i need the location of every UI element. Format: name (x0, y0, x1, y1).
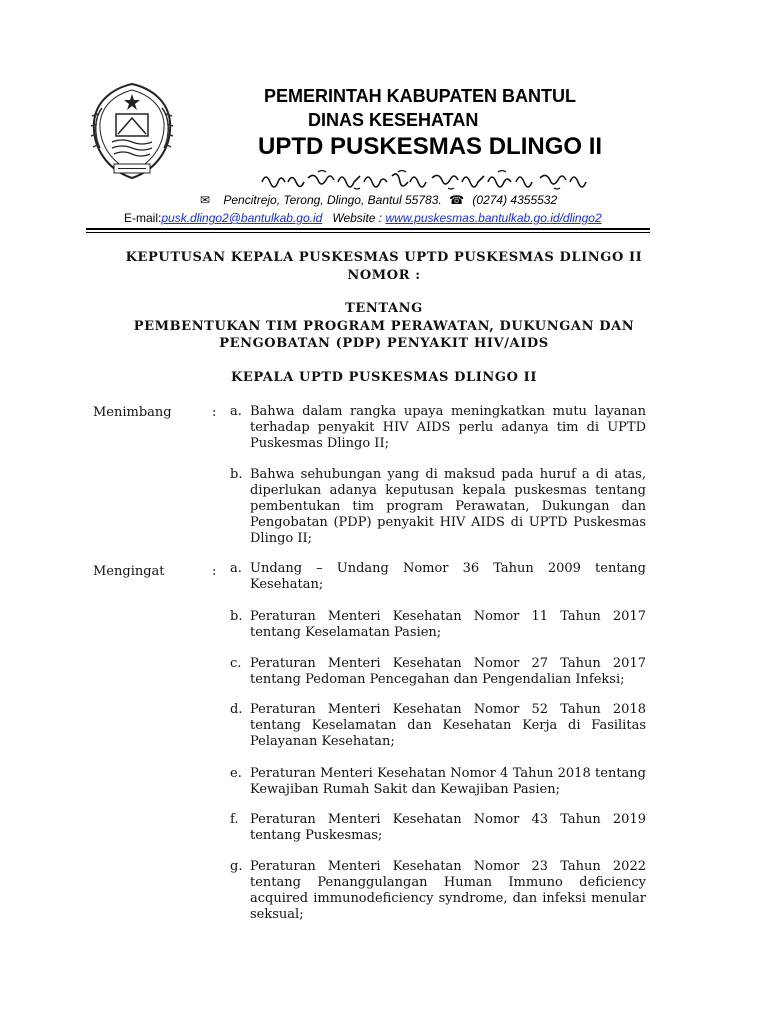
letterhead-address (200, 193, 557, 207)
item-text: Peraturan Menteri Kesehatan Nomor 11 Tahun 2017 tentang Keselamatan Pasien; (250, 609, 646, 640)
mengingat-item-g (230, 859, 646, 923)
item-marker: b. (230, 609, 243, 624)
item-text: Bahwa dalam rangka upaya meningkatkan mutu layanan terhadap penyakit HIV AIDS perlu adanya tim di UPTD Puskesmas Dlingo II; (250, 404, 646, 451)
item-marker: f. (230, 812, 239, 827)
item-marker: c. (230, 656, 242, 671)
item-text: Peraturan Menteri Kesehatan Nomor 4 Tahun 2018 tentang Kewajiban Rumah Sakit dan Kewajiban Pasien; (250, 766, 646, 797)
javanese-script-lettering (258, 168, 592, 190)
item-text: Peraturan Menteri Kesehatan Nomor 43 Tahun 2019 tentang Puskesmas; (250, 812, 646, 843)
mengingat-item-d (230, 702, 646, 750)
letterhead-rule-thin (86, 232, 650, 233)
email-label: E-mail: (124, 211, 162, 225)
item-marker: a. (230, 404, 242, 419)
decree-title: KEPUTUSAN KEPALA PUSKESMAS UPTD PUSKESMAS DLINGO II (125, 250, 643, 265)
mengingat-item-e (230, 766, 646, 798)
menimbang-colon: : (212, 405, 217, 420)
letterhead-department: DINAS KESEHATAN (308, 110, 479, 130)
phone-number: (0274) 4355532 (472, 193, 558, 207)
item-text: Bahwa sehubungan yang di maksud pada huruf a di atas, diperlukan adanya keputusan kepala puskesmas tentang pembentukan tim program Perawatan, Dukungan dan Pengobatan (PDP) penyakit HIV AIDS di UPTD Puskesmas Dlingo II; (250, 467, 646, 546)
item-text: Peraturan Menteri Kesehatan Nomor 23 Tahun 2022 tentang Penanggulangan Human Immuno deficiency acquired immunodeficiency syndrome, dan infeksi menular seksual; (250, 859, 646, 922)
subject-line-2: PENGOBATAN (PDP) PENYAKIT HIV/AIDS (219, 336, 549, 351)
email-link[interactable]: pusk.dlingo2@bantulkab.go.id (161, 211, 323, 225)
decree-number: NOMOR : (347, 268, 421, 283)
menimbang-item-b (230, 467, 646, 547)
menimbang-item-a (230, 404, 646, 452)
telephone-icon: ☎ (449, 193, 465, 207)
mengingat-item-c (230, 656, 646, 688)
issuer-heading: KEPALA UPTD PUSKESMAS DLINGO II (230, 370, 538, 385)
menimbang-label: Menimbang (93, 405, 172, 420)
subject-line-1: PEMBENTUKAN TIM PROGRAM PERAWATAN, DUKUNGAN DAN (133, 319, 635, 334)
item-marker: b. (230, 467, 243, 482)
mengingat-item-b (230, 609, 646, 641)
letterhead-rule-thick (86, 228, 650, 230)
letterhead-government: PEMERINTAH KABUPATEN BANTUL (264, 86, 576, 106)
item-marker: g. (230, 859, 243, 874)
address-text: Pencitrejo, Terong, Dlingo, Bantul 55783. (223, 193, 442, 207)
item-text: Peraturan Menteri Kesehatan Nomor 52 Tahun 2018 tentang Keselamatan dan Kesehatan Kerja di Fasilitas Pelayanan Kesehatan; (250, 702, 646, 749)
mengingat-label: Mengingat (93, 564, 165, 579)
letterhead (0, 0, 768, 240)
letterhead-contact (124, 211, 602, 225)
item-marker: e. (230, 766, 242, 781)
about-heading: TENTANG (345, 301, 423, 316)
item-marker: a. (230, 561, 242, 576)
mengingat-item-a (230, 561, 646, 593)
regency-seal-logo (88, 78, 176, 186)
letterhead-institution: UPTD PUSKESMAS DLINGO II (258, 133, 603, 160)
mengingat-item-f (230, 812, 646, 844)
item-marker: d. (230, 702, 243, 717)
website-link[interactable]: www.puskesmas.bantulkab.go.id/dlingo2 (385, 211, 602, 225)
mengingat-colon: : (212, 564, 217, 579)
item-text: Peraturan Menteri Kesehatan Nomor 27 Tahun 2017 tentang Pedoman Pencegahan dan Pengendalian Infeksi; (250, 656, 646, 687)
website-label: Website : (332, 211, 383, 225)
item-text: Undang – Undang Nomor 36 Tahun 2009 tentang Kesehatan; (250, 561, 646, 592)
envelope-icon: ✉ (200, 193, 211, 207)
